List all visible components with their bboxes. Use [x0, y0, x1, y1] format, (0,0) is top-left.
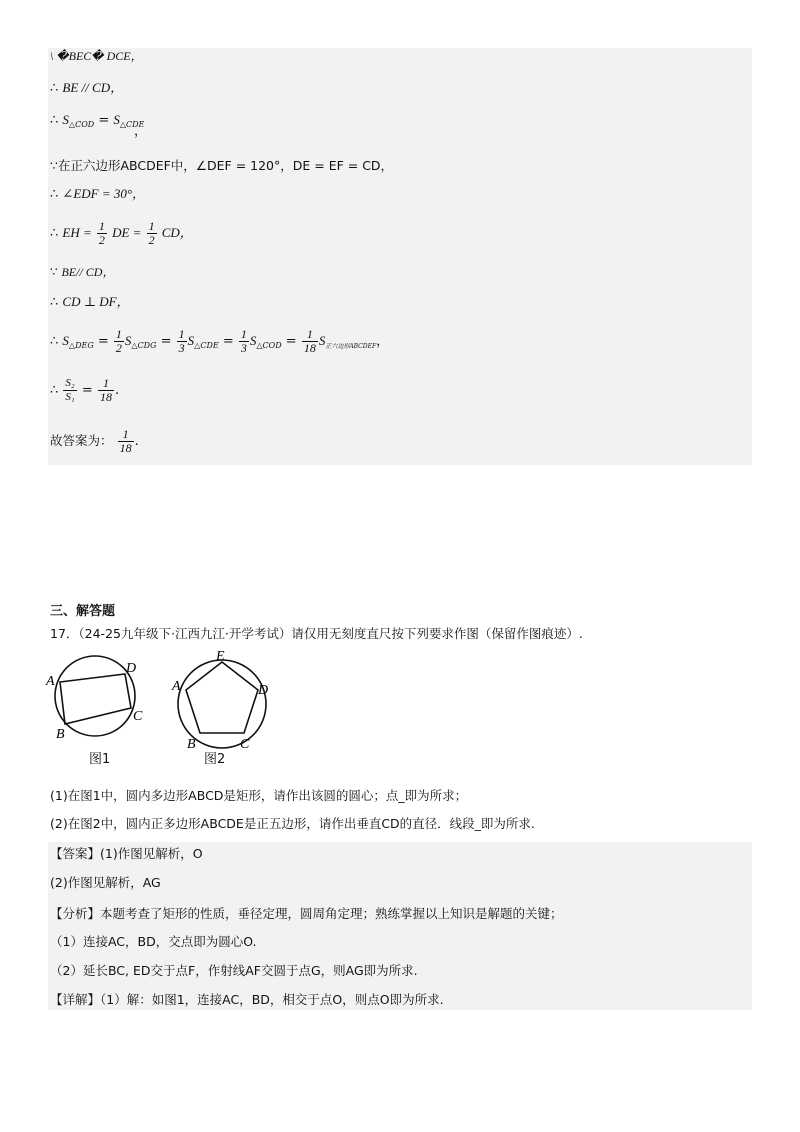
solution-line-6: ∴ EH = $\frac{1}{2}$ DE = $\frac{1}{2}$ CD，	[50, 219, 193, 247]
solution-line-10: ∴ $\frac{\text{S₂}}{\text{S₁}}$ = $\frac{1}{18}$ .	[50, 376, 120, 404]
question-1: (1)在图1中，圆内多边形ABCD是矩形，请作出该圆的圆心；点_即为所求；	[50, 788, 468, 803]
fig1-label-b: B	[56, 727, 65, 742]
solution-line-3: ∴ $S_{\triangle COD} = S_{\triangle CDE}$ ，	[50, 112, 148, 139]
fraction: $\frac{\text{S₂}}{\text{S₁}}$	[65, 377, 75, 403]
solution-line-5: ∴ ∠EDF = 30°，	[50, 186, 146, 202]
fraction: $\frac{1}{2}$	[98, 219, 105, 247]
fig1-label-c: C	[133, 709, 143, 724]
fraction: $\frac{1}{2}$	[148, 219, 155, 247]
fraction: $\frac{1}{2}$	[115, 327, 122, 355]
solution-line-4: ∵在正六边形ABCDEF中，∠DEF = 120°，DE = EF = CD，	[50, 158, 394, 173]
answer-line-2: (2)作图见解析，AG	[50, 875, 161, 890]
solution-line-1: \ �BEC� DCE，	[50, 49, 143, 63]
answer-line-1: 【答案】(1)作图见解析，O	[50, 846, 203, 861]
figure-2-caption: 图2	[204, 752, 226, 767]
fraction: $\frac{1}{18}$	[303, 327, 316, 355]
solution-line-8: ∴ CD ⊥ DF，	[50, 294, 130, 310]
solution-line-11: 故答案为： $\frac{1}{18}$ .	[50, 427, 139, 455]
fig2-label-d: D	[258, 683, 269, 698]
problem-stem: 17．（24-25九年级下·江西九江·开学考试）请仅用无刻度直尺按下列要求作图（保留作图痕迹）.	[50, 626, 583, 641]
fraction: $\frac{1}{18}$	[119, 427, 132, 455]
solution-line-2: ∴ BE // CD，	[50, 80, 124, 96]
fig1-label-d: D	[126, 661, 137, 676]
fig2-label-e: E	[216, 649, 225, 664]
figure-1-caption: 图1	[89, 752, 111, 767]
geometry-figures	[44, 648, 304, 768]
section-title: 三、解答题	[50, 604, 116, 619]
fraction: $\frac{1}{3}$	[240, 327, 247, 355]
solution-block	[48, 48, 752, 465]
fig1-label-a: A	[46, 674, 55, 689]
fraction: $\frac{1}{18}$	[99, 376, 112, 404]
fraction: $\frac{1}{3}$	[178, 327, 185, 355]
answer-line-3: 【分析】本题考查了矩形的性质，垂径定理，圆周角定理；熟练掌握以上知识是解题的关键；	[50, 906, 563, 921]
fig2-label-c: C	[240, 737, 250, 752]
figure-1	[45, 656, 143, 742]
question-2: (2)在图2中，圆内正多边形ABCDE是正五边形，请作出垂直CD的直径．线段_即为所求.	[50, 816, 535, 831]
answer-block	[48, 842, 752, 1010]
answer-line-5: （2）延长BC, ED交于点F，作射线AF交圆于点G，则AG即为所求.	[50, 963, 418, 978]
figure-2	[171, 649, 268, 752]
solution-line-9: ∴ $S_{\triangle DEG}$ = $\frac{1}{2}$ $S_{\triangle CDG}$ = $\frac{1}{3}$ $S_{\triangle CDE}$ = $\frac{1}{3}$ $S_{\triangle COD}$ = $\frac{1}{18}$ $S_{正六边形ABCDEF}$，	[50, 327, 390, 355]
answer-line-4: （1）连接AC，BD，交点即为圆心O.	[50, 934, 257, 949]
solution-line-7: ∵ BE// CD，	[50, 265, 115, 279]
fig2-label-b: B	[187, 737, 196, 752]
fig2-label-a: A	[172, 679, 181, 694]
answer-line-6: 【详解】（1）解：如图1，连接AC，BD，相交于点O，则点O即为所求.	[50, 992, 444, 1007]
